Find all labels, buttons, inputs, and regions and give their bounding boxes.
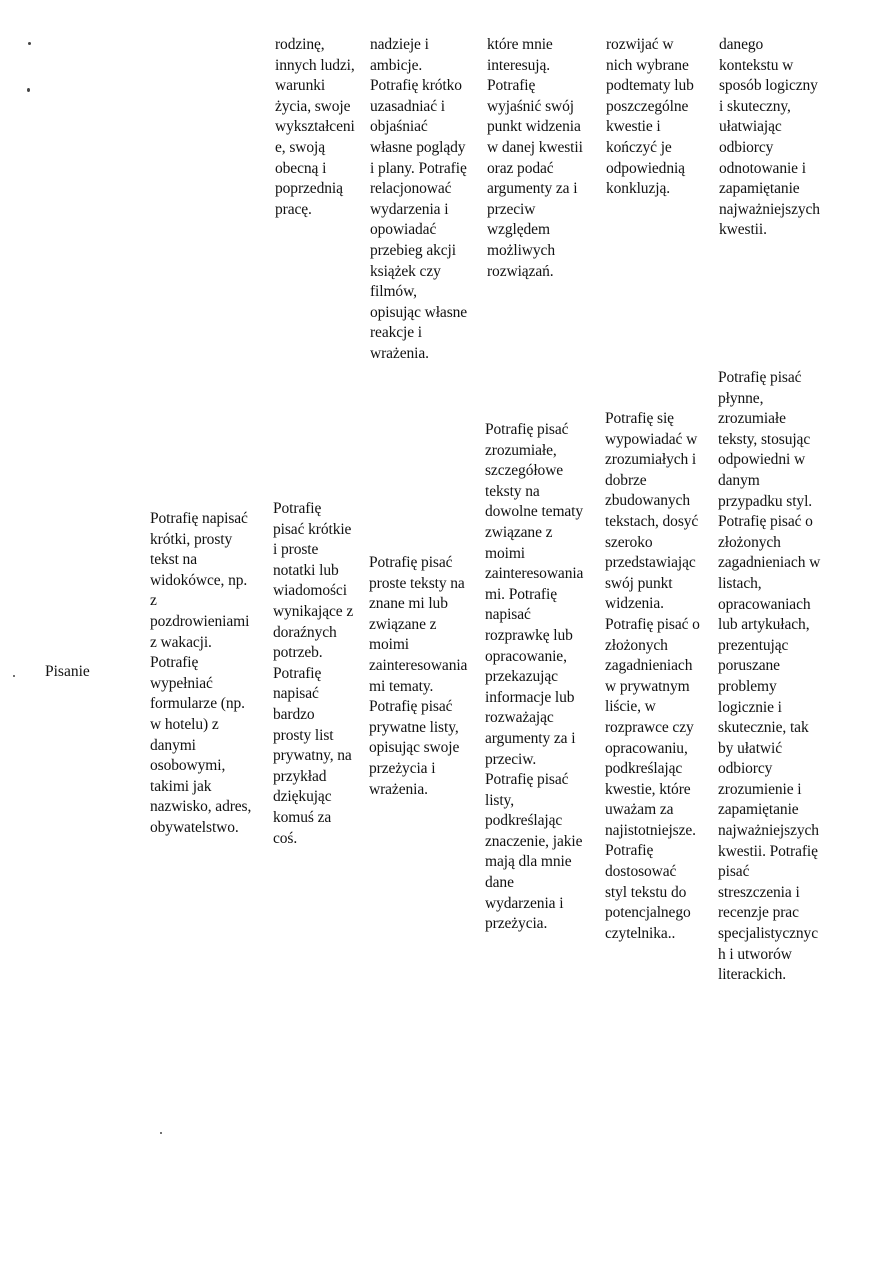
writing-cell-a2: Potrafię pisać krótkie i proste notatki lub wiadomości wynikające z doraźnych potrzeb. Potrafię napisać bardzo prosty list prywatny, na przykład dziękując komuś za coś. bbox=[273, 500, 354, 847]
scan-speck bbox=[28, 42, 31, 45]
continued-cell-a2: rodzinę, innych ludzi, warunki życia, swoje wykształceni e, swoją obecną i poprzednią pracę. bbox=[275, 36, 355, 218]
writing-cell-a1: Potrafię napisać krótki, prosty tekst na widokówce, np. z pozdrowieniami z wakacji. Potrafię wypełniać formularze (np. w hotelu) z danymi osobowymi, takimi jak nazwisko, adres, obywatelstwo. bbox=[150, 510, 252, 836]
scan-speck bbox=[160, 1132, 162, 1134]
writing-cell-c2: Potrafię pisać płynne, zrozumiałe teksty, stosując odpowiedni w danym przypadku styl. Potrafię pisać o złożonych zagadnieniach w listach, opracowaniach lub artykułach, prezentując poruszane problemy logicznie i skutecznie, tak by ułatwić odbiorcy zrozumienie i zapamiętanie najważniejszych kwestii. Potrafię pisać streszczenia i recenzje prac specjalistycznyc h i utworów literackich. bbox=[718, 369, 821, 984]
writing-cell-b2: Potrafię pisać zrozumiałe, szczegółowe teksty na dowolne tematy związane z moimi zainteresowania mi. Potrafię napisać rozprawkę lub opracowanie, przekazując informacje lub rozważając argumenty za i przeciw. Potrafię pisać listy, podkreślając znaczenie, jakie mają dla mnie dane wydarzenia i przeżycia. bbox=[485, 421, 584, 933]
writing-cell-c1: Potrafię się wypowiadać w zrozumiałych i dobrze zbudowanych tekstach, dosyć szeroko przedstawiając swój punkt widzenia. Potrafię pisać o złożonych zagadnieniach w prywatnym liście, w rozprawce czy opracowaniu, podkreślając kwestie, które uważam za najistotniejsze. Potrafię dostosować styl tekstu do potencjalnego czytelnika.. bbox=[605, 410, 700, 942]
writing-cell-b1: Potrafię pisać proste teksty na znane mi lub związane z moimi zainteresowania mi tematy. Potrafię pisać prywatne listy, opisując swoje przeżycia i wrażenia. bbox=[369, 554, 468, 798]
row-label-pisanie: Pisanie bbox=[45, 663, 90, 680]
continued-cell-c1: rozwijać w nich wybrane podtematy lub poszczególne kwestie i kończyć je odpowiednią konkluzją. bbox=[606, 36, 694, 198]
scan-speck bbox=[13, 675, 15, 677]
continued-cell-b2: które mnie interesują. Potrafię wyjaśnić swój punkt widzenia w danej kwestii oraz podać argumenty za i przeciw względem możliwych rozwiązań. bbox=[487, 36, 583, 280]
continued-cell-c2: danego kontekstu w sposób logiczny i skuteczny, ułatwiając odbiorcy odnotowanie i zapamiętanie najważniejszych kwestii. bbox=[719, 36, 820, 239]
continued-cell-b1: nadzieje i ambicje. Potrafię krótko uzasadniać i objaśniać własne poglądy i plany. Potrafię relacjonować wydarzenia i opowiadać przebieg akcji książek czy filmów, opisując własne reakcje i wrażenia. bbox=[370, 36, 468, 362]
scan-speck bbox=[27, 88, 30, 92]
